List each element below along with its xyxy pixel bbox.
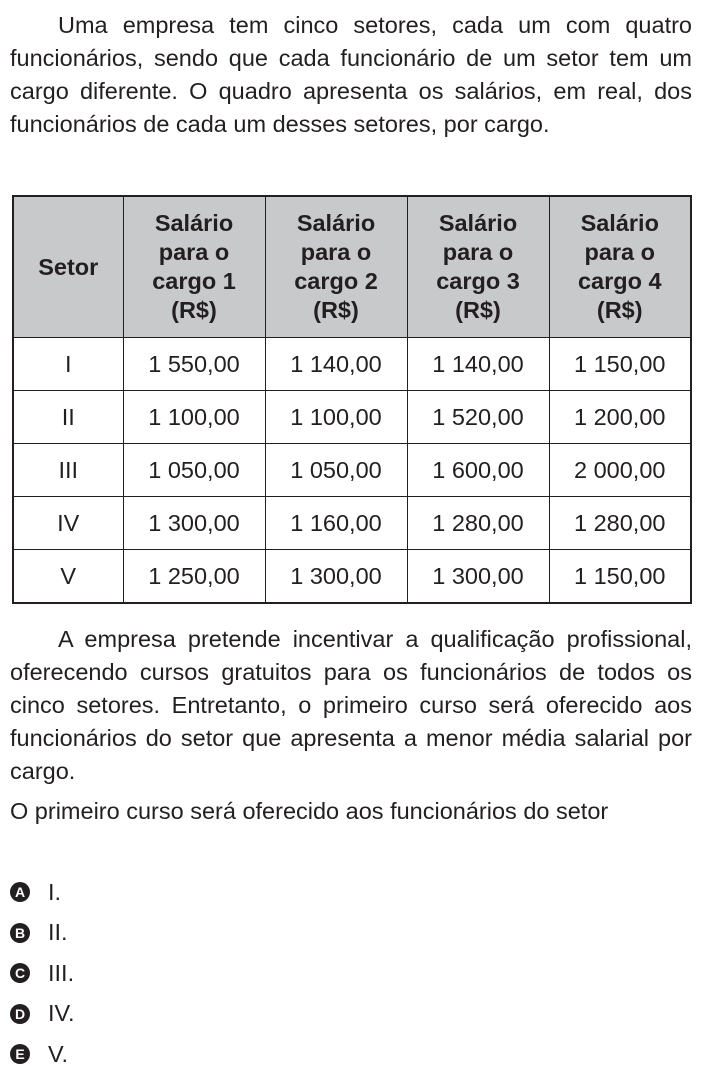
header-line: para o [442,239,514,265]
option-letter-badge: E [10,1044,30,1064]
salary-cell: 1 550,00 [123,338,265,391]
option-text: II. [48,919,68,946]
salary-cell: 1 150,00 [549,550,691,604]
header-line: (R$) [313,297,359,323]
salary-table [12,195,692,604]
salary-cell: 1 520,00 [407,391,549,444]
option-c[interactable] [10,953,75,994]
question-stem: O primeiro curso será oferecido aos funcionários do setor [10,798,609,824]
salary-cell: 1 100,00 [265,391,407,444]
salary-cell: 1 100,00 [123,391,265,444]
header-line: cargo 2 [294,268,378,294]
salary-cell: 2 000,00 [549,444,691,497]
header-setor: Setor [13,196,123,338]
salary-cell: 1 280,00 [549,497,691,550]
table-row [13,444,691,497]
salary-cell: 1 300,00 [265,550,407,604]
setor-cell: I [13,338,123,391]
option-a[interactable] [10,872,75,913]
setor-cell: IV [13,497,123,550]
table-row [13,391,691,444]
header-line: para o [584,239,656,265]
header-line: para o [158,239,230,265]
salary-cell: 1 140,00 [407,338,549,391]
table-header-row [13,196,691,338]
salary-cell: 1 150,00 [549,338,691,391]
option-letter-badge: A [10,882,30,902]
option-text: I. [48,878,62,905]
header-cargo-4 [549,196,691,338]
option-text: IV. [48,1000,75,1027]
header-line: Salário [438,210,518,236]
context-paragraph: A empresa pretende incentivar a qualificação profissional, oferecendo cursos gratuitos para os funcionários de todos os cinco setores. Entretanto, o primeiro curso será oferecido aos funcionários do setor que apresenta a menor média salarial por cargo. [10,626,692,784]
option-d[interactable] [10,994,75,1035]
header-line: Salário [296,210,376,236]
header-line: (R$) [171,297,217,323]
salary-cell: 1 300,00 [407,550,549,604]
header-line: cargo 3 [436,268,520,294]
header-line: Salário [580,210,659,236]
table-row [13,497,691,550]
salary-cell: 1 300,00 [123,497,265,550]
intro-paragraph: Uma empresa tem cinco setores, cada um com quatro funcionários, sendo que cada funcionário de um setor tem um cargo diferente. O quadro apresenta os salários, em real, dos funcionários de cada um desses setores, por cargo. [10,12,692,137]
salary-cell: 1 140,00 [265,338,407,391]
header-line: cargo 4 [577,268,662,294]
header-cargo-3 [407,196,549,338]
option-text: V. [48,1040,69,1067]
salary-cell: 1 050,00 [123,444,265,497]
table-row [13,338,691,391]
answer-options [10,872,75,1075]
salary-cell: 1 160,00 [265,497,407,550]
header-line: (R$) [596,297,643,323]
table-row [13,550,691,604]
salary-cell: 1 600,00 [407,444,549,497]
setor-cell: III [13,444,123,497]
header-line: cargo 1 [152,268,236,294]
option-letter-badge: B [10,923,30,943]
salary-cell: 1 200,00 [549,391,691,444]
header-line: Salário [154,210,234,236]
salary-cell: 1 050,00 [265,444,407,497]
setor-cell: II [13,391,123,444]
header-line: para o [300,239,372,265]
header-line: (R$) [455,297,501,323]
option-letter-badge: D [10,1004,30,1024]
salary-cell: 1 280,00 [407,497,549,550]
option-letter-badge: C [10,963,30,983]
option-b[interactable] [10,913,75,954]
header-cargo-2 [265,196,407,338]
salary-cell: 1 250,00 [123,550,265,604]
header-cargo-1 [123,196,265,338]
option-e[interactable] [10,1034,75,1075]
option-text: III. [48,959,75,986]
setor-cell: V [13,550,123,604]
